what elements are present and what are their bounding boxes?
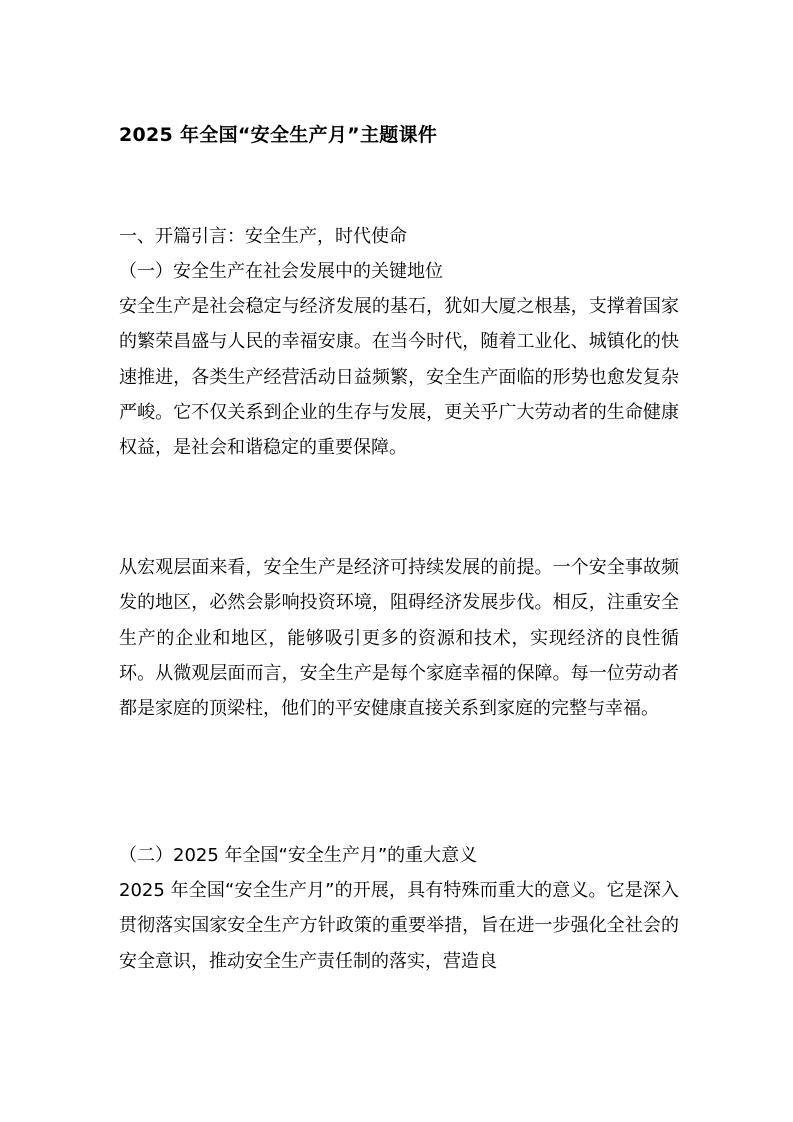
section-significance bbox=[119, 838, 679, 979]
section-intro-continued bbox=[119, 550, 679, 726]
subsection-heading: （二）2025 年全国“安全生产月”的重大意义 bbox=[119, 845, 478, 866]
document-title: 2025 年全国“安全生产月”主题课件 bbox=[119, 124, 438, 146]
paragraph: 2025 年全国“安全生产月”的开展，具有特殊而重大的意义。它是深入贯彻落实国家安全生产方针政策的重要举措，旨在进一步强化全社会的安全意识，推动安全生产责任制的落实，营造良 bbox=[119, 880, 679, 972]
section-intro bbox=[119, 219, 679, 465]
subsection-heading: （一）安全生产在社会发展中的关键地位 bbox=[119, 261, 443, 282]
paragraph: 从宏观层面来看，安全生产是经济可持续发展的前提。一个安全事故频发的地区，必然会影响投资环境，阻碍经济发展步伐。相反，注重安全生产的企业和地区，能够吸引更多的资源和技术，实现经济的良性循环。从微观层面而言，安全生产是每个家庭幸福的保障。每一位劳动者都是家庭的顶梁柱，他们的平安健康直接关系到家庭的完整与幸福。 bbox=[119, 557, 679, 720]
section-heading: 一、开篇引言：安全生产，时代使命 bbox=[119, 226, 407, 247]
paragraph: 安全生产是社会稳定与经济发展的基石，犹如大厦之根基，支撑着国家的繁荣昌盛与人民的幸福安康。在当今时代，随着工业化、城镇化的快速推进，各类生产经营活动日益频繁，安全生产面临的形势也愈发复杂严峻。它不仅关系到企业的生存与发展，更关乎广大劳动者的生命健康权益，是社会和谐稳定的重要保障。 bbox=[119, 296, 679, 459]
